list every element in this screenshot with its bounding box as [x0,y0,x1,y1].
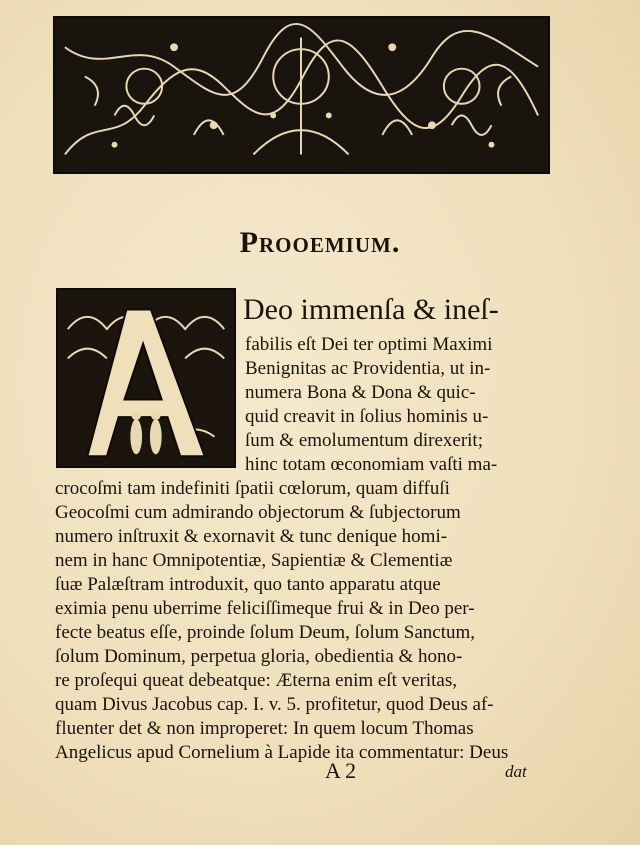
text-line-10: numero inſtruxit & exornavit & tunc denique homi- [55,526,448,547]
text-line-3: Benignitas ac Providentia, ut in- [245,358,491,379]
text-line-6: ſum & emolumentum direxerit; [245,430,483,451]
text-line-5: quid creavit in ſolius hominis u- [245,406,489,427]
text-line-12: ſuæ Palæſtram introduxit, quo tanto apparatu atque [55,574,441,595]
text-line-1: Deo immenſa & ineſ- [243,293,499,326]
ornamental-headpiece [53,16,550,174]
catchword: dat [505,762,527,781]
decorated-initial-a [56,288,236,468]
text-line-16: re proſequi queat debeatque: Æterna enim eſt veritas, [55,670,458,691]
text-line-9: Geocoſmi cum admirando objectorum & ſubjectorum [55,502,461,523]
text-line-19: Angelicus apud Cornelium à Lapide ita commentatur: Deus [55,742,509,763]
text-line-7: hinc totam œconomiam vaſti ma- [245,454,498,475]
page-title: Prooemium. [239,226,401,259]
text-line-15: ſolum Dominum, perpetua gloria, obedientia & hono- [55,646,463,667]
text-line-11: nem in hanc Omnipotentiæ, Sapientiæ & Clementiæ [55,550,453,571]
text-line-4: numera Bona & Dona & quic- [245,382,476,403]
text-line-13: eximia penu uberrime feliciſſimeque frui & in Deo per- [55,598,475,619]
signature-mark: A 2 [325,758,357,783]
text-line-8: crocoſmi tam indefiniti ſpatii cœlorum, quam diffuſi [55,478,450,499]
text-line-17: quam Divus Jacobus cap. I. v. 5. profitetur, quod Deus af- [55,694,494,715]
text-line-2: fabilis eſt Dei ter optimi Maximi [245,334,493,355]
text-line-14: fecte beatus eſſe, proinde ſolum Deum, ſolum Sanctum, [55,622,476,643]
text-line-18: fluenter det & non improperet: In quem locum Thomas [55,718,474,739]
